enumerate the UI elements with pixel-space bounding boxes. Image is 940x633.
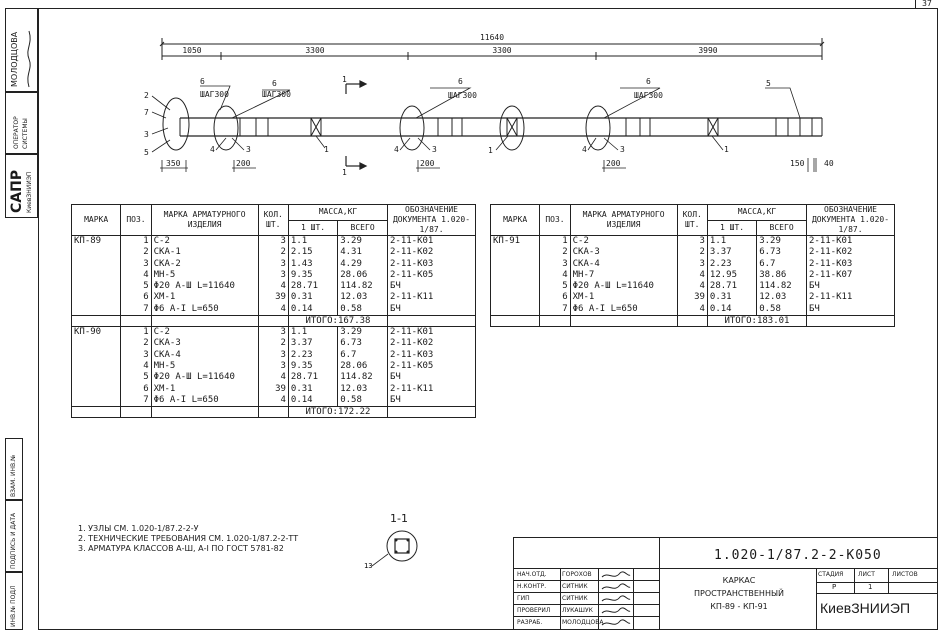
- svg-text:ШАГ300: ШАГ300: [634, 91, 663, 100]
- name-lukashuk: ЛУКАШУК: [562, 607, 593, 614]
- one-value: 9.35: [290, 269, 313, 280]
- col-pos: ПОЗ.: [121, 205, 151, 236]
- all-value: 114.82: [340, 372, 373, 383]
- sidebar-operator: ОПЕРАТОР СИСТЕМЫ: [13, 116, 29, 149]
- name-gorokhov: ГОРОХОВ: [562, 571, 592, 578]
- one-value: 0.31: [709, 292, 732, 303]
- pos-value: 4: [143, 360, 149, 371]
- svg-text:3: 3: [144, 130, 149, 139]
- sheet-label: ЛИСТ: [858, 571, 875, 578]
- dim-3300-a: 3300: [305, 46, 325, 55]
- item-value: Φ20 А-Ш L=11640: [572, 281, 654, 292]
- pos-value: 5: [143, 281, 149, 292]
- all-value: 12.03: [340, 383, 368, 394]
- doc-value: БЧ: [808, 303, 820, 314]
- qty-value: 3: [699, 236, 705, 246]
- notes: [78, 524, 298, 554]
- dim-1050: 1050: [182, 46, 202, 55]
- pos-value: 1: [143, 327, 149, 338]
- pos-value: 4: [562, 269, 568, 280]
- doc-value: БЧ: [389, 394, 401, 405]
- col-doc: ОБОЗНАЧЕНИЕ ДОКУМЕНТА 1.020-1/87.: [387, 205, 475, 236]
- pos-value: 3: [562, 258, 568, 269]
- doc-value: 2-11-К03: [389, 349, 434, 360]
- all-value: 28.06: [340, 269, 368, 280]
- all-value: 0.58: [340, 303, 362, 314]
- svg-text:ШАГ300: ШАГ300: [200, 90, 229, 99]
- svg-text:40: 40: [824, 159, 834, 168]
- qty-value: 2: [280, 338, 286, 349]
- col-pos-r: ПОЗ.: [540, 205, 570, 236]
- item-value: С-2: [153, 236, 170, 246]
- svg-text:6: 6: [458, 77, 463, 86]
- col-item-r: МАРКА АРМАТУРНОГО ИЗДЕЛИЯ: [570, 205, 677, 236]
- col-item: МАРКА АРМАТУРНОГО ИЗДЕЛИЯ: [151, 205, 258, 236]
- doc-value: 2-11-К02: [389, 338, 434, 349]
- cell-qty: [258, 236, 288, 316]
- pos-value: 5: [562, 281, 568, 292]
- all-value: 0.58: [759, 303, 781, 314]
- doc-value: 2-11-К05: [389, 360, 434, 371]
- item-value: Φ6 А-I L=650: [153, 394, 219, 405]
- item-value: МН-7: [572, 269, 595, 280]
- svg-text:3: 3: [246, 145, 251, 154]
- group-mark: КП-91: [493, 236, 521, 246]
- name-molodtsova: МОЛОДЦОВА: [562, 619, 604, 626]
- sec-mark-top: 1: [342, 75, 347, 84]
- svg-text:ШАГ300: ШАГ300: [262, 90, 291, 99]
- item-value: Φ20 А-Ш L=11640: [153, 372, 235, 383]
- pos-value: 7: [562, 303, 568, 314]
- pos-value: 3: [143, 349, 149, 360]
- one-value: 2.15: [290, 247, 313, 258]
- item-value: Φ6 А-I L=650: [572, 303, 638, 314]
- cell-mark: [491, 236, 540, 316]
- cell-item: [570, 236, 677, 316]
- col-mass: МАССА,КГ: [288, 205, 387, 221]
- all-value: 28.06: [340, 360, 368, 371]
- item-value: ХМ-1: [153, 383, 176, 394]
- stage-value: Р: [832, 583, 837, 591]
- pos-value: 5: [143, 372, 149, 383]
- doc-value: 2-11-К01: [808, 236, 853, 246]
- qty-value: 3: [699, 258, 705, 269]
- item-value: Φ6 А-I L=650: [153, 303, 219, 314]
- one-value: 9.35: [290, 360, 313, 371]
- doc-value: 2-11-К11: [808, 292, 853, 303]
- all-value: 0.58: [340, 394, 362, 405]
- sidebar-inv: ИНВ.№ ПОДЛ: [10, 585, 17, 627]
- all-value: 6.73: [759, 247, 781, 258]
- role-razrab: РАЗРАБ.: [517, 619, 543, 626]
- sidebar-podpis: ПОДПИСЬ И ДАТА: [10, 512, 17, 569]
- cell-item: [151, 236, 258, 316]
- doc-code: 1.020-1/87.2-2-К050: [714, 548, 882, 563]
- qty-value: 2: [280, 247, 286, 258]
- svg-text:200: 200: [420, 159, 435, 168]
- sidebar-cell-podpis: [5, 500, 23, 572]
- all-value: 4.31: [340, 247, 362, 258]
- doc-value: БЧ: [389, 372, 401, 383]
- cell-doc: [387, 327, 475, 407]
- dim-total: 11640: [479, 33, 505, 42]
- col-mass-all-r: ВСЕГО: [757, 220, 807, 236]
- pos-value: 4: [143, 269, 149, 280]
- cell-doc: [806, 236, 894, 316]
- one-value: 28.71: [709, 281, 738, 292]
- title-block: [513, 537, 938, 630]
- all-value: 12.03: [759, 292, 787, 303]
- dim-3990: 3990: [698, 46, 718, 55]
- note-1: 1. УЗЛЫ СМ. 1.020-1/87.2-2-У: [78, 524, 199, 533]
- page-number: 37: [915, 0, 938, 9]
- pos-value: 1: [143, 236, 149, 246]
- all-value: 114.82: [340, 281, 373, 292]
- all-value: 3.29: [759, 236, 781, 246]
- one-value: 3.37: [709, 247, 732, 258]
- item-value: СКА-3: [153, 338, 181, 349]
- section-1-1-drawing: [360, 526, 430, 572]
- qty-value: 4: [280, 303, 286, 314]
- col-mass-all: ВСЕГО: [338, 220, 388, 236]
- qty-value: 2: [699, 247, 705, 258]
- col-mass-one-r: 1 ШТ.: [707, 220, 756, 236]
- svg-text:7: 7: [144, 108, 149, 117]
- svg-text:200: 200: [236, 159, 251, 168]
- role-gip: ГИП: [517, 595, 530, 602]
- sheet-value: 1: [868, 583, 873, 591]
- one-value: 1.1: [709, 236, 727, 246]
- all-value: 6.73: [340, 338, 362, 349]
- note-2: 2. ТЕХНИЧЕСКИЕ ТРЕБОВАНИЯ СМ. 1.020-1/87.2-2-ТТ: [78, 534, 299, 543]
- section-label: 1-1: [390, 512, 408, 525]
- group-total: ИТОГО:183.01: [707, 316, 806, 327]
- name-sitnik-1: СИТНИК: [562, 583, 588, 590]
- cell-qty: [677, 236, 707, 316]
- cell-pos: [540, 236, 570, 316]
- sidebar-cell-inv: [5, 572, 23, 630]
- doc-value: БЧ: [808, 281, 820, 292]
- stage-label: СТАДИЯ: [818, 571, 844, 578]
- qty-value: 3: [280, 269, 286, 280]
- doc-value: 2-11-К02: [808, 247, 853, 258]
- title-line-2: ПРОСТРАНСТВЕННЫЙ: [693, 589, 784, 598]
- svg-text:1: 1: [488, 146, 493, 155]
- one-value: 28.71: [290, 281, 319, 292]
- cell-one: [288, 236, 337, 316]
- all-value: 3.29: [340, 236, 362, 246]
- qty-value: 39: [694, 292, 705, 303]
- one-value: 0.31: [290, 292, 313, 303]
- group-mark: КП-90: [74, 327, 102, 338]
- doc-value: 2-11-К01: [389, 236, 434, 246]
- spec-table-left: [71, 204, 476, 418]
- qty-value: 4: [699, 281, 705, 292]
- table-row: [491, 236, 895, 316]
- svg-text:3: 3: [620, 145, 625, 154]
- col-mark: МАРКА: [72, 205, 121, 236]
- doc-value: 2-11-К05: [389, 269, 434, 280]
- svg-text:150: 150: [790, 159, 805, 168]
- one-value: 1.43: [290, 258, 313, 269]
- table-row: [72, 327, 476, 407]
- cell-mark: [72, 236, 121, 316]
- spec-table-right: [490, 204, 895, 327]
- svg-text:4: 4: [394, 145, 399, 154]
- doc-value: 2-11-К07: [808, 269, 853, 280]
- qty-value: 3: [280, 236, 286, 246]
- doc-value: 2-11-К03: [389, 258, 434, 269]
- total-row: [72, 316, 476, 327]
- qty-value: 3: [280, 258, 286, 269]
- item-value: СКА-1: [153, 247, 181, 258]
- item-value: ХМ-1: [153, 292, 176, 303]
- all-value: 12.03: [340, 292, 368, 303]
- col-mass-one: 1 ШТ.: [288, 220, 337, 236]
- pos-value: 7: [143, 303, 149, 314]
- table-row: [72, 236, 476, 316]
- frame-elevation-drawing: [0, 0, 940, 200]
- doc-value: 2-11-К02: [389, 247, 434, 258]
- role-proveril: ПРОВЕРИЛ: [517, 607, 551, 614]
- name-sitnik-2: СИТНИК: [562, 595, 588, 602]
- pos-value: 3: [143, 258, 149, 269]
- cell-mark: [72, 327, 121, 407]
- item-value: СКА-4: [572, 258, 600, 269]
- one-value: 2.23: [290, 349, 313, 360]
- pos-value: 2: [562, 247, 568, 258]
- item-value: СКА-2: [153, 258, 181, 269]
- item-value: СКА-4: [153, 349, 181, 360]
- total-row: [72, 407, 476, 418]
- qty-value: 39: [275, 383, 286, 394]
- pos-value: 7: [143, 394, 149, 405]
- item-value: ХМ-1: [572, 292, 595, 303]
- cell-qty: [258, 327, 288, 407]
- qty-value: 4: [280, 281, 286, 292]
- cell-pos: [121, 327, 151, 407]
- one-value: 3.37: [290, 338, 313, 349]
- role-n-kontr: Н.КОНТР.: [517, 583, 547, 590]
- item-value: С-2: [153, 327, 170, 338]
- group-mark: КП-89: [74, 236, 102, 246]
- cell-one: [707, 236, 756, 316]
- svg-text:4: 4: [210, 145, 215, 154]
- svg-text:200: 200: [606, 159, 621, 168]
- pos-value: 1: [562, 236, 568, 246]
- col-qty-r: КОЛ. ШТ.: [677, 205, 707, 236]
- item-value: С-2: [572, 236, 589, 246]
- cell-pos: [121, 236, 151, 316]
- svg-text:6: 6: [200, 77, 205, 86]
- qty-value: 39: [275, 292, 286, 303]
- doc-value: 2-11-К11: [389, 383, 434, 394]
- svg-text:6: 6: [272, 79, 277, 88]
- qty-value: 4: [699, 303, 705, 314]
- org-name: КиевЗНИИЭП: [820, 600, 911, 616]
- note-3: 3. АРМАТУРА КЛАССОВ А-Ш, А-I ПО ГОСТ 5781-82: [78, 544, 284, 553]
- item-value: МН-5: [153, 269, 176, 280]
- sidebar-vzam: ВЗАМ. ИНВ.№: [10, 454, 17, 497]
- sidebar-sapr: САПР: [9, 169, 25, 213]
- cell-all: [757, 236, 807, 316]
- one-value: 0.14: [290, 303, 313, 314]
- qty-value: 3: [280, 327, 286, 338]
- sidebar-author: МОЛОДЦОВА: [10, 31, 19, 87]
- all-value: 38.86: [759, 269, 787, 280]
- sec-mark-bottom: 1: [342, 168, 347, 177]
- sheets-label: ЛИСТОВ: [892, 571, 918, 578]
- col-doc-r: ОБОЗНАЧЕНИЕ ДОКУМЕНТА 1.020-1/87.: [806, 205, 894, 236]
- all-value: 6.7: [759, 258, 776, 269]
- col-mass-r: МАССА,КГ: [707, 205, 806, 221]
- sidebar-cell-vzam: [5, 438, 23, 500]
- all-value: 3.29: [340, 327, 362, 338]
- one-value: 0.14: [290, 394, 313, 405]
- qty-value: 4: [699, 269, 705, 280]
- cell-item: [151, 327, 258, 407]
- svg-text:5: 5: [766, 79, 771, 88]
- svg-text:2: 2: [144, 91, 149, 100]
- one-value: 1.1: [290, 327, 308, 338]
- qty-value: 4: [280, 394, 286, 405]
- all-value: 114.82: [759, 281, 792, 292]
- one-value: 2.23: [709, 258, 732, 269]
- pos-value: 6: [143, 383, 149, 394]
- svg-text:350: 350: [166, 159, 181, 168]
- group-total: ИТОГО:167.38: [288, 316, 387, 327]
- doc-value: 2-11-К03: [808, 258, 853, 269]
- one-value: 0.14: [709, 303, 732, 314]
- one-value: 1.1: [290, 236, 308, 246]
- group-total: ИТОГО:172.22: [288, 407, 387, 418]
- title-line-1: КАРКАС: [722, 576, 756, 585]
- all-value: 6.7: [340, 349, 357, 360]
- one-value: 0.31: [290, 383, 313, 394]
- doc-value: 2-11-К11: [389, 292, 434, 303]
- pos-value: 2: [143, 338, 149, 349]
- dim-3300-b: 3300: [492, 46, 512, 55]
- svg-text:3: 3: [432, 145, 437, 154]
- svg-text:5: 5: [144, 148, 149, 157]
- one-value: 28.71: [290, 372, 319, 383]
- item-value: СКА-3: [572, 247, 600, 258]
- role-nach-otd: НАЧ.ОТД.: [517, 571, 547, 578]
- sidebar-org: КиевЗНИИЭП: [26, 171, 33, 213]
- doc-value: БЧ: [389, 281, 401, 292]
- svg-text:6: 6: [646, 77, 651, 86]
- item-value: Φ20 А-Ш L=11640: [153, 281, 235, 292]
- cell-one: [288, 327, 337, 407]
- section-tag: 13: [364, 562, 373, 570]
- cell-all: [338, 327, 388, 407]
- cell-all: [338, 236, 388, 316]
- pos-value: 2: [143, 247, 149, 258]
- doc-value: БЧ: [389, 303, 401, 314]
- item-value: МН-5: [153, 360, 176, 371]
- qty-value: 3: [280, 360, 286, 371]
- all-value: 4.29: [340, 258, 362, 269]
- col-qty: КОЛ. ШТ.: [258, 205, 288, 236]
- svg-text:4: 4: [582, 145, 587, 154]
- doc-value: 2-11-К01: [389, 327, 434, 338]
- pos-value: 6: [143, 292, 149, 303]
- qty-value: 4: [280, 372, 286, 383]
- svg-text:1: 1: [724, 145, 729, 154]
- total-row: [491, 316, 895, 327]
- one-value: 12.95: [709, 269, 738, 280]
- col-mark-r: МАРКА: [491, 205, 540, 236]
- signature-column: [600, 569, 632, 629]
- title-line-3: КП-89 - КП-91: [710, 602, 768, 611]
- svg-text:ШАГ300: ШАГ300: [448, 91, 477, 100]
- pos-value: 6: [562, 292, 568, 303]
- qty-value: 3: [280, 349, 286, 360]
- svg-text:1: 1: [324, 145, 329, 154]
- cell-doc: [387, 236, 475, 316]
